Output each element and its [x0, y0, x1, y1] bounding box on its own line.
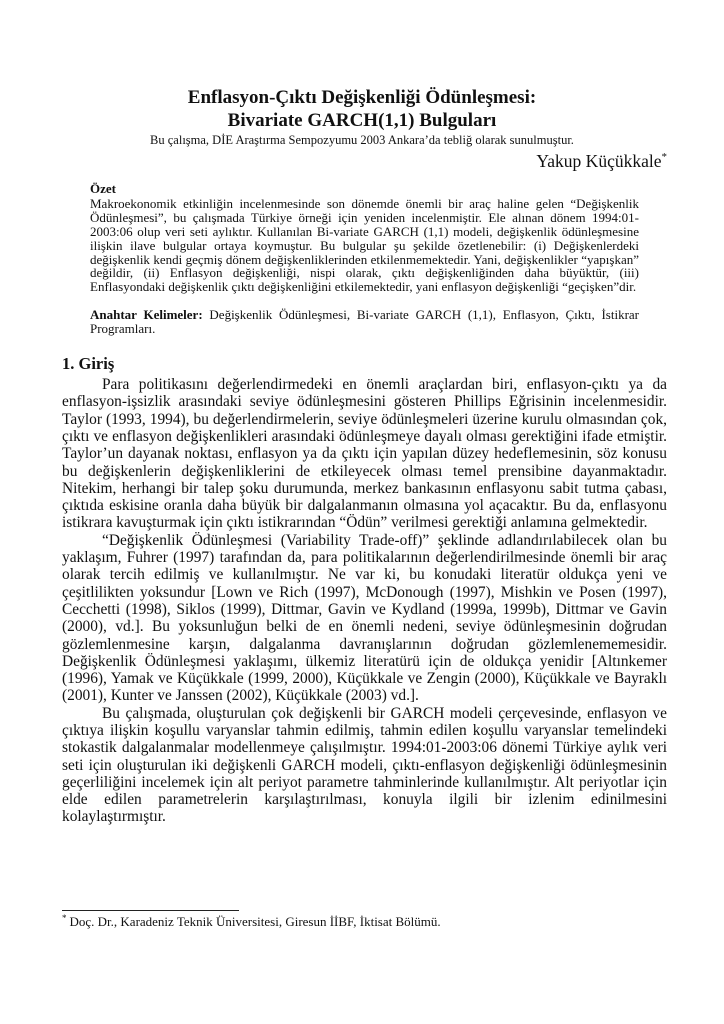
author-footnote-mark: * [661, 151, 667, 164]
intro-paragraph-1: Para politikasını değerlendirmedeki en önemli araçlardan biri, enflasyon-çıktı ya da enflasyon-işsizlik arasındaki seviye ödünleşmesini gösteren Phillips Eğrisinin incelenmesidir. Taylor (1993, 1994), bu değerlendirmelerin, seviye ödünleşmeleri üzerine kurulu olmasından çok, çıktı ve enflasyon değişkenlikleri arasındaki ödünleşmeye dayalı olması gerektiğini ifade etmiştir. Taylor’un dayanak noktası, enflasyon ya da çıktı için yapılan düzey hedeflemesinin, söz konusu bu değişkenlerin değişkenliklerini de etkileyecek olması temel prensibine dayanmaktadır. Nitekim, herhangi bir talep şoku durumunda, merkez bankasının enflasyonu sabit tutma çabası, çıktıda eskisine oranla daha büyük bir dalgalanmanın olmasına yol açacaktır. Bu da, enflasyonu istikrara kavuşturmak için çıktı istikrarından “Ödün” verilmesi gerektiği anlamına gelmektedir. [62, 376, 667, 532]
footnote-mark: * [62, 912, 67, 923]
paper-title [0, 86, 724, 132]
footnote-text [62, 914, 667, 930]
keywords-line [90, 308, 639, 336]
paper-title-line1: Enflasyon-Çıktı Değişkenliği Ödünleşmesi: [187, 87, 537, 108]
author-line [0, 151, 667, 172]
abstract-body: Makroekonomik etkinliğin incelenmesinde son dönemde önemli bir araç haline gelen “Değişkenlik Ödünleşmesi”, bu çalışmada Türkiye örneği için yeniden incelenmiştir. Ele alınan dönem 1994:01-2003:06 olup veri seti aylıktır. Kullanılan Bi-variate GARCH (1,1) modeli, değişkenlik ödünleşmesine ilişkin ilave bulgular ortaya koymuştur. Bu bulgular şu şekilde özetlenebilir: (i) Değişkenlerdeki değişkenlik kendi geçmiş dönem değişkenliklerinden etkilenmemektedir. Yani, değişkenlikler “yapışkan” değildir, (ii) Enflasyon değişkenliği, nispi olarak, çıktı değişkenliğinden daha büyüktür, (iii) Enflasyondaki değişkenlik çıktı değişkenliğini etkilemektedir, yani enflasyon değişkenliği “geçişken”dir. [90, 195, 639, 295]
intro-paragraph-2: “Değişkenlik Ödünleşmesi (Variability Trade-off)” şeklinde adlandırılabilecek olan bu yaklaşım, Fuhrer (1997) tarafından da, para politikalarının değerlendirilmesinde önemli bir araç olarak tercih edilmiş ve kullanılmıştır. Ne var ki, bu konudaki literatür oldukça yeni ve çeşitlilikten yoksundur [Lown ve Rich (1997), McDonough (1997), Mishkin ve Posen (1997), Cecchetti (1998), Siklos (1999), Dittmar, Gavin ve Kydland (1999a, 1999b), Dittmar ve Gavin (2000), vd.]. Bu yoksunluğun belki de en önemli nedeni, seviye ödünleşmesinin doğrudan gözlemlenmesine karşın, dalgalanma davranışlarının doğrudan gözlemlenememesidir. Değişkenlik Ödünleşmesi yaklaşımı, ülkemiz literatürü için de oldukça yenidir [Altınkemer (1996), Yamak ve Küçükkale (1999, 2000), Küçükkale ve Zengin (2000), Küçükkale ve Bayraklı (2001), Kunter ve Janssen (2002), Küçükkale (2003) vd.]. [62, 531, 667, 705]
author-name: Yakup Küçükkale [536, 151, 662, 171]
abstract-heading: Özet [90, 181, 116, 196]
section-heading-giris: 1. Giriş [62, 354, 115, 374]
paper-header [0, 86, 724, 172]
intro-paragraph-3: Bu çalışmada, oluşturulan çok değişkenli bir GARCH modeli çerçevesinde, enflasyon ve çıktıya ilişkin koşullu varyanslar tahmin edilmiş, tahmin edilen koşullu varyanslar temelindeki stokastik dalgalanmalar modellenmeye çalışılmıştır. 1994:01-2003:06 dönemi Türkiye aylık veri seti için oluşturulan iki değişkenli GARCH modeli, çıktı-enflasyon değişkenliği ödünleşmesinin geçerliliğini incelemek için alt periyot parametre tahminlerinde kullanılmıştır. Alt periyotlar için elde edilen parametrelerin karşılaştırılması, konuyla ilgili bir izlenim edinilmesini kolaylaştırmıştır. [62, 704, 667, 826]
presentation-note: Bu çalışma, DİE Araştırma Sempozyumu 2003 Ankara’da tebliğ olarak sunulmuştur. [150, 133, 574, 147]
paper-title-line2: Bivariate GARCH(1,1) Bulguları [227, 110, 497, 131]
footnote-body: Doç. Dr., Karadeniz Teknik Üniversitesi, Giresun İİBF, İktisat Bölümü. [69, 914, 441, 929]
keywords-label: Anahtar Kelimeler: [90, 307, 203, 323]
footnote-separator-rule [62, 910, 239, 911]
introduction-section [62, 354, 667, 826]
abstract-section [90, 182, 639, 336]
footnote-area [62, 910, 667, 930]
keywords-text: Değişkenlik Ödünleşmesi, Bi-variate GARCH (1,1), Enflasyon, Çıktı, İstikrar Programları. [90, 307, 639, 337]
